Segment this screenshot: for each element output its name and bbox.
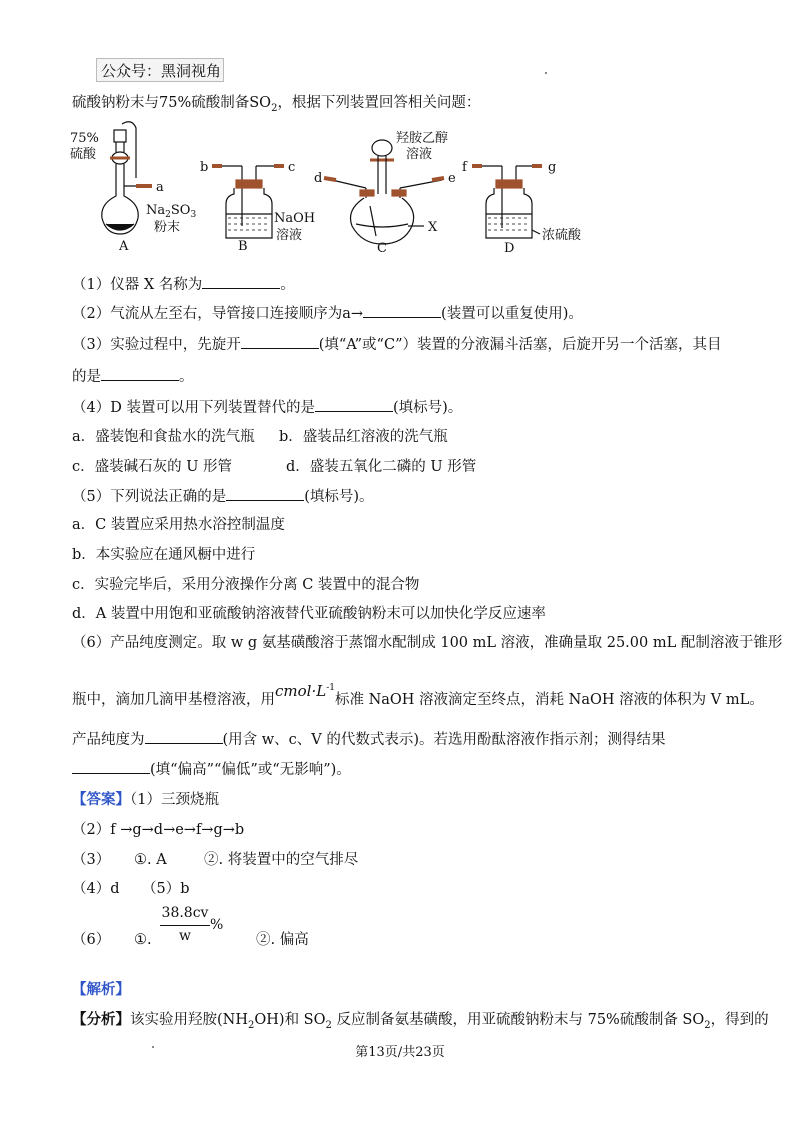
b-label: B [238,239,248,254]
analysis-tag: 【解析】 [72,981,130,998]
b-reagent-1: NaOH [274,211,316,226]
apparatus-a [102,122,152,234]
a-reagent-2: 粉末 [154,220,181,235]
question-6-line4: (填“偏高”“偏低”或“无影响”)。 [72,759,752,780]
blank-q4 [315,397,393,412]
page-footer: 第13页/共23页 [355,1045,445,1060]
question-2: （2）气流从左至右，导管接口连接顺序为a→ (装置可以重复使用)。 [72,303,752,324]
option-4d: d．盛装五氧化二磷的 U 形管 [286,459,477,475]
c-port-right: e [448,171,456,186]
option-4a: a．盛装饱和食盐水的洗气瓶 [72,429,255,445]
option-5b: b．本实验应在通风橱中进行 [72,547,256,563]
option-4c: c．盛装碱石灰的 U 形管 [72,459,233,475]
question-1: （1）仪器 X 名称为 。 [72,274,752,295]
answer-line1: 【答案】（1）三颈烧瓶 [72,791,219,808]
a-reagent-1: $Na_2SO_3$ [146,203,197,220]
option-5d: d．A 装置中用饱和亚硫酸钠溶液替代亚硫酸钠粉末可以加快化学反应速率 [72,606,546,622]
analysis-tag-line [72,980,752,1000]
intro-line [72,93,752,119]
blank-q1 [202,274,280,289]
question-3: （3）实验过程中，先旋开 (填“A”或“C”）装置的分液漏斗活塞，后旋开另一个活塞，其目 [72,334,752,355]
fenxi-tag: 【分析】 [72,1011,130,1028]
d-port-left: f [462,160,467,175]
question-6-line3: 产品纯度为 (用含 w、c、V 的代数式表示)。若选用酚酞溶液作指示剂；测得结果 [72,729,752,750]
question-4-options-ab [72,427,752,447]
d-label: D [504,241,515,256]
apparatus-b [212,166,284,238]
option-5a: a．C 装置应采用热水浴控制温度 [72,517,285,533]
fraction-percent: % [210,917,224,933]
blank-q3b [101,366,179,381]
watermark-box: 公众号：黑洞视角 [96,58,224,82]
answer-line3: （3） ①. A ②. 将装置中的空气排尽 [72,852,359,868]
question-6-line2: 瓶中，滴加几滴甲基橙溶液，用$cmol\cdot L^{-1}$标准 NaOH 溶液滴定至终点，消耗 NaOH 溶液的体积为 V mL。 [72,682,764,708]
option-5c: c．实验完毕后，采用分液操作分离 C 装置中的混合物 [72,577,420,593]
analysis-line1: 【分析】该实验用羟胺$(NH_2OH)$和 $SO_2$ 反应制备氨基磺酸，用亚硫酸钠粉末与 75%硫酸制备 $SO_2$，得到的 [72,1011,769,1031]
d-port-right: g [548,160,557,175]
blank-q5 [226,486,304,501]
c-top-2: 溶液 [406,147,433,162]
b-reagent-2: 溶液 [276,228,303,243]
question-5: （5）下列说法正确的是 (填标号)。 [72,486,752,507]
apparatus-figure [70,118,590,268]
question-4-options-cd [72,457,752,477]
a-acid-2: 硫酸 [70,147,97,162]
a-label: A [119,239,129,254]
question-6-line1: （6）产品纯度测定。取 w g 氨基磺酸溶于蒸馏水配制成 100 mL 溶液，准确量取 25.00 mL 配制溶液于锥形 [72,635,783,651]
answer-tag: 【答案】 [72,791,130,808]
d-reagent: 浓硫酸 [542,228,582,243]
blank-q6b [72,759,150,774]
b-port-left: b [200,160,209,175]
a-acid-1: 75% [70,131,99,146]
c-x-label: X [428,220,438,235]
answer-line4: （4）d （5）b [72,881,190,897]
apparatus-d [472,166,542,238]
c-port-left: d [314,171,323,186]
intro-sub: 2 [271,102,278,114]
blank-q3a [241,334,319,349]
answer-line2: （2）f →g→d→e→f→g→b [72,822,245,838]
intro-tail: ，根据下列装置回答相关问题： [277,95,481,111]
a-port: a [156,180,164,195]
speck [545,72,547,74]
b-port-right: c [288,160,296,175]
blank-q2 [363,303,441,318]
c-label: C [377,241,387,256]
question-3-line2: 的是 。 [72,366,752,387]
option-4b: b．盛装品红溶液的洗气瓶 [279,429,448,445]
intro-text: 硫酸钠粉末与75%硫酸制备SO [72,95,272,111]
blank-q6a [145,729,223,744]
fraction-bar [160,925,210,926]
fraction-numerator: 38.8cv [161,905,209,921]
fraction-denominator: w [179,928,191,944]
concentration-unit: $cmol\cdot L^{-1}$ [275,682,335,700]
answer-line6: （6） ①. ②. 偏高 [72,932,309,948]
question-4: （4）D 装置可以用下列装置替代的是 (填标号)。 [72,397,752,418]
c-top-1: 羟胺乙醇 [396,131,449,146]
